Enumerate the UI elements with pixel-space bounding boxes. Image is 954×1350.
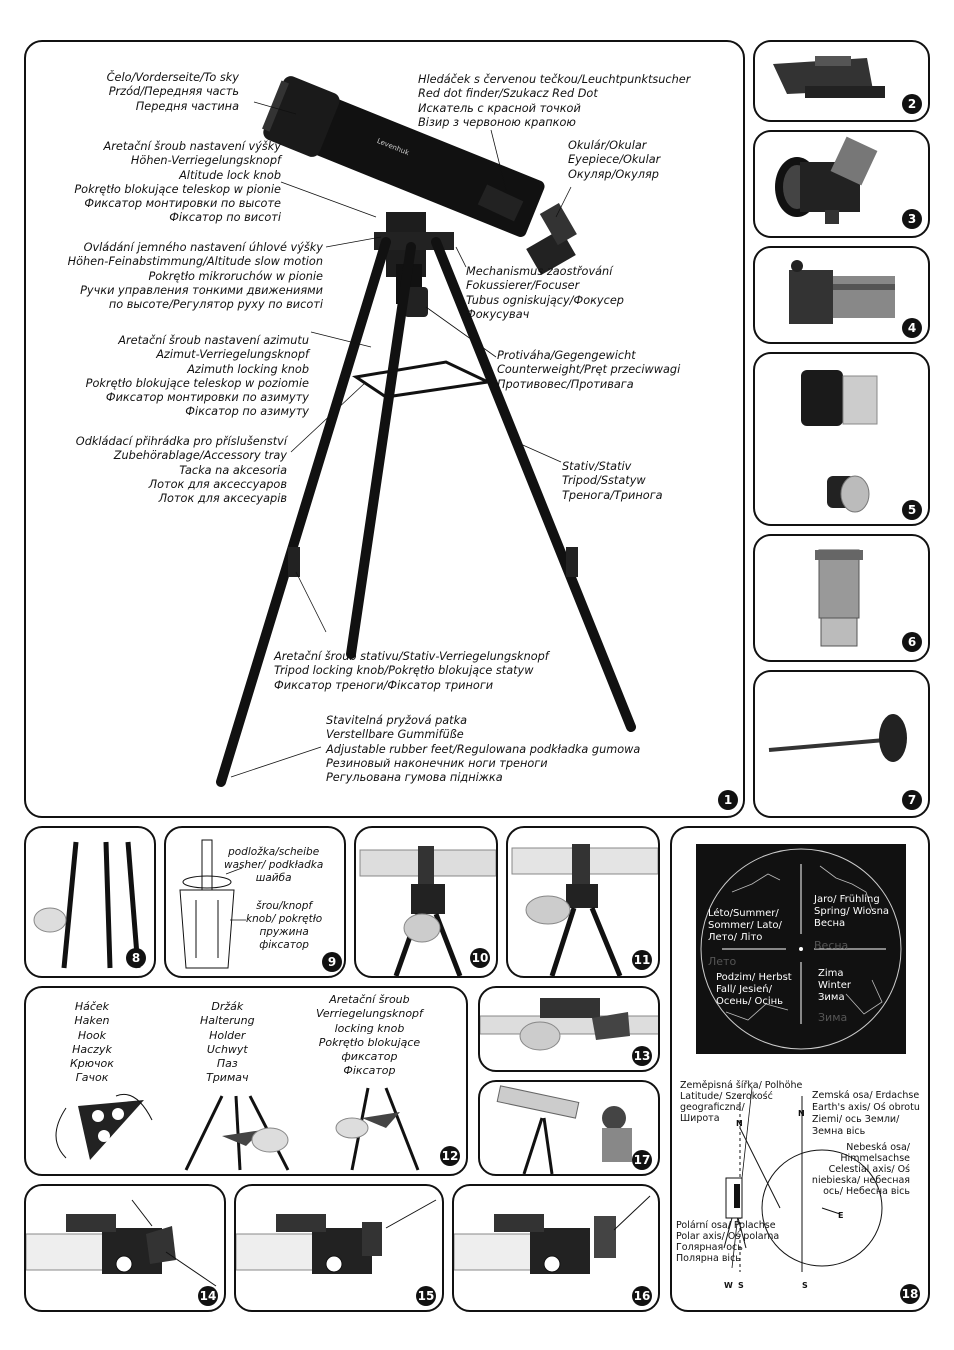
panel-eyepieces (753, 352, 930, 526)
panel-observing (478, 1080, 660, 1176)
panel-number: 4 (902, 318, 922, 338)
compass-n-left: N (736, 1119, 743, 1128)
panel-number: 17 (632, 1150, 652, 1170)
label-front: Čelo/Vorderseite/To sky Przód/Передняя часть Передня частина (106, 71, 239, 113)
panel-eyepiece-install-1 (24, 1184, 226, 1312)
label-tripod: Stativ/Stativ Tripod/Sstatyw Тренога/Тринога (562, 460, 663, 502)
panel-accessory-tray-install (24, 986, 468, 1176)
label-winter: Zima Winter Зима (818, 968, 851, 1003)
label-red-dot-finder: Hledáček s červenou tečkou/Leuchtpunktsucher Red dot finder/Szukacz Red Dot Искатель с красной точкой Візир з червоною крапкою (418, 73, 691, 129)
panel-number: 16 (632, 1286, 652, 1306)
compass-w: W (724, 1281, 733, 1290)
brand-logo: Levenhuk (375, 136, 411, 158)
label-autumn: Podzim/ Herbst Fall/ Jesień/ Осень/ Осінь (716, 972, 792, 1007)
label-summer: Léto/Summer/ Sommer/ Lato/ Лето/ Літо (708, 908, 782, 943)
eyepiece-install-3-drawing (454, 1186, 660, 1312)
compass-s-left: S (738, 1281, 744, 1290)
label-washer: podložka/scheibe washer/ podkładka шайба (224, 846, 324, 884)
panel-number: 2 (902, 94, 922, 114)
label-polar-axis: Polární osa/ Polachse Polar axis/ Oś polarna Голярная ось Полярна вісь (676, 1220, 780, 1264)
panel-diagonal (753, 130, 930, 238)
panel-number: 14 (198, 1286, 218, 1306)
label-knob: šrou/knopf knob/ pokrętło пружина фіксатор (246, 900, 323, 951)
compass-s-right: S (802, 1281, 808, 1290)
label-hook: Háček Haken Hook Haczyk Крючок Гачок (70, 1000, 114, 1085)
label-azimuth-lock-knob: Aretační šroub nastavení azimutu Azimut-Verriegelungsknopf Azimuth locking knob Pokrętło blokujące teleskop w poziomie Фиксатор монтировки по азимуту Фіксатор по азимуту (85, 334, 309, 419)
panel-eyepiece-install-2 (234, 1184, 444, 1312)
panel-number: 18 (900, 1284, 920, 1304)
panel-slow-motion-cable (753, 670, 930, 818)
compass-e: E (838, 1211, 844, 1220)
label-focuser: Mechanismus zaostřování Fokussierer/Focuser Tubus ogniskujący/Фокусер Фокусувач (466, 265, 624, 321)
label-celestial-axis: Nebeská osa/ Himmelsachse Celestial axis/ Oś niebieska/ небесная ось/ Небесна вісь (811, 1142, 910, 1197)
panel-number: 1 (718, 790, 738, 810)
eyepieces-drawing (755, 354, 930, 526)
tray-install-drawing (26, 988, 468, 1176)
label-counterweight: Protiváha/Gegengewicht Counterweight/Pręt przeciwwagi Противовес/Противага (497, 349, 681, 391)
panel-number: 15 (416, 1286, 436, 1306)
panel-number: 11 (632, 950, 652, 970)
panel-red-dot-finder (753, 40, 930, 122)
label-altitude-lock-knob: Aretační šroub nastavení výšky Höhen-Verriegelungsknopf Altitude lock knob Pokrętło blokujące teleskop w pionie Фиксатор монтировки по высоте Фіксатор по висоті (74, 140, 281, 225)
faint-label-spring: Весна (814, 939, 849, 952)
panel-tripod-legs (24, 826, 156, 978)
panel-finder-install (478, 986, 660, 1072)
panel-eyepiece-install-3 (452, 1184, 660, 1312)
panel-barlow-lens (753, 246, 930, 344)
label-spring: Jaro/ Frühling Spring/ Wiosna Весна (814, 894, 890, 929)
panel-washer-knob (164, 826, 346, 978)
label-earth-axis: Zemská osa/ Erdachse Earth's axis/ Oś obrotu Ziemi/ ось Земли/ Земна вісь (812, 1090, 920, 1137)
panel-number: 7 (902, 790, 922, 810)
label-altitude-slow-motion: Ovládání jemného nastavení úhlové výšky Höhen-Feinabstimmung/Altitude slow motion Pokrętło mikroruchów w pionie Ручки управления тонкими движениями по высоте/Регулятор руху по висоті (67, 241, 323, 312)
label-locking-knob: Aretační šroub Verriegelungsknopf locking knob Pokrętło blokujące фиксатор Фіксатор (316, 993, 423, 1078)
eyepiece-install-1-drawing (26, 1186, 226, 1312)
faint-label-winter: Зима (818, 1011, 848, 1024)
eyepiece-install-2-drawing (236, 1186, 444, 1312)
label-eyepiece: Okulár/Okular Eyepiece/Okular Окуляр/Окуляр (568, 139, 661, 181)
label-accessory-tray: Odkládací přihrádka pro příslušenství Zubehörablage/Accessory tray Tacka na akcesoria Лоток для аксессуаров Лоток для аксесуарів (75, 435, 287, 506)
panel-number: 8 (126, 948, 146, 968)
label-rubber-feet: Stavitelná pryžová patka Verstellbare Gummifüße Adjustable rubber feet/Regulowana podkładka gumowa Резиновый наконечник ноги треноги Регульована гумова підніжка (326, 714, 641, 785)
panel-tube-attach (506, 826, 660, 978)
faint-label-summer: Лето (708, 955, 737, 968)
panel-number: 12 (440, 1146, 460, 1166)
label-tripod-locking-knob: Aretační šroub stativu/Stativ-Verriegelungsknopf Tripod locking knob/Pokrętło blokujące statyw Фиксатор треноги/Фіксатор триноги (274, 650, 549, 692)
panel-number: 10 (470, 948, 490, 968)
panel-number: 9 (322, 952, 342, 972)
label-latitude: Zeměpisná šířka/ Polhöhe Latitude/ Szerokość geograficzna/ Широта (680, 1080, 803, 1124)
panel-number: 13 (632, 1046, 652, 1066)
compass-n-right: N (798, 1109, 805, 1118)
panel-polar-alignment (670, 826, 930, 1312)
panel-main-telescope (24, 40, 745, 818)
panel-tube-mount (354, 826, 498, 978)
panel-number: 5 (902, 500, 922, 520)
panel-number: 3 (902, 209, 922, 229)
label-holder: Držák Halterung Holder Uchwyt Паз Тримач (200, 1000, 255, 1085)
panel-eyepiece-long (753, 534, 930, 662)
panel-number: 6 (902, 632, 922, 652)
